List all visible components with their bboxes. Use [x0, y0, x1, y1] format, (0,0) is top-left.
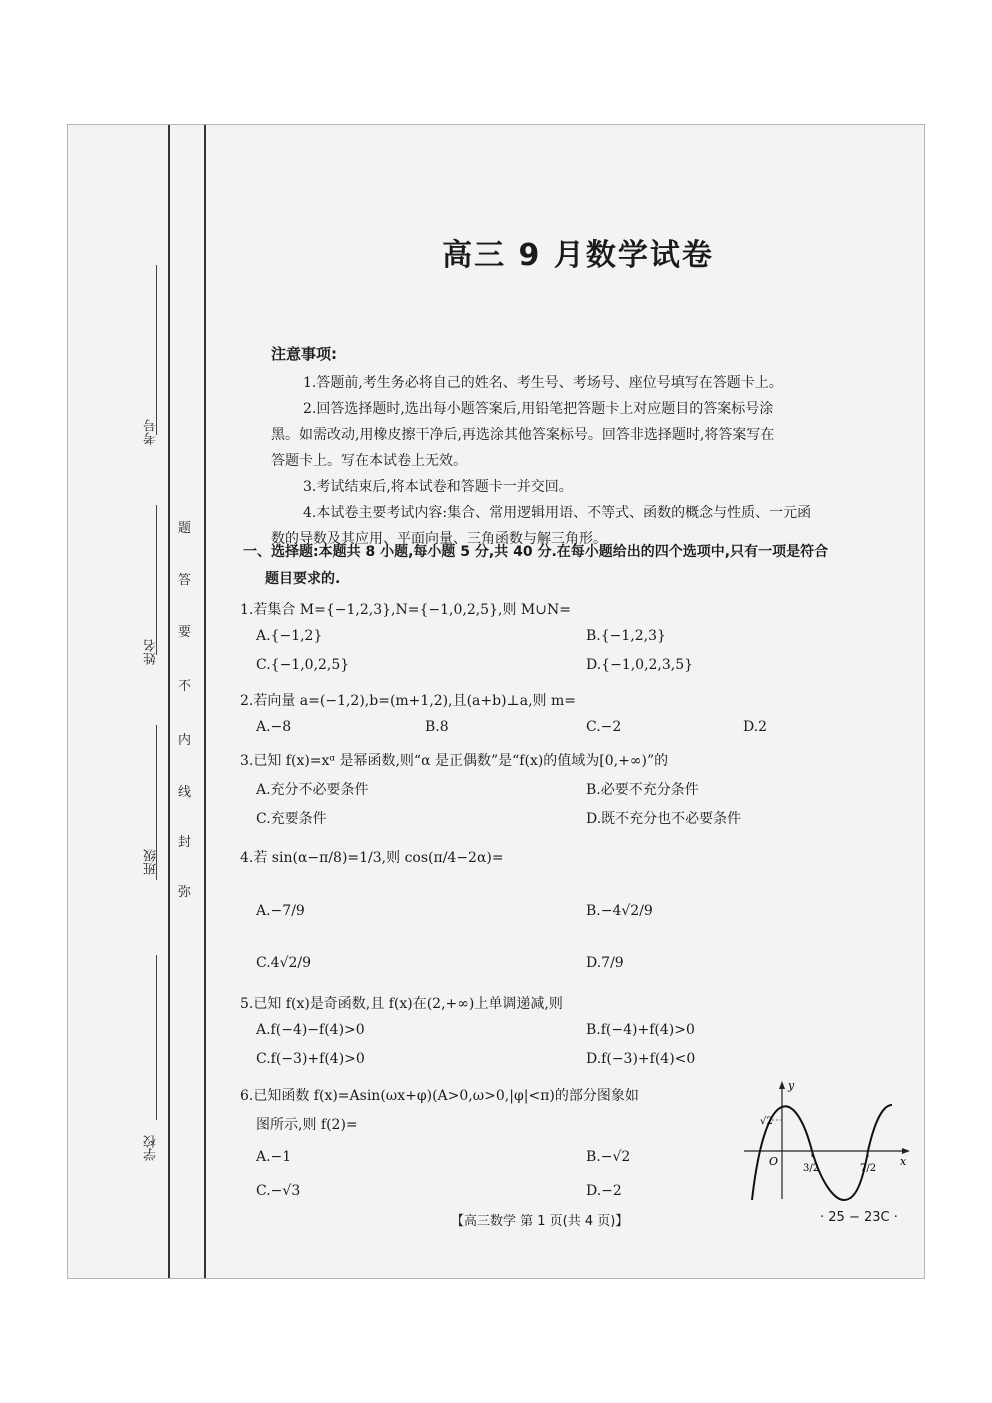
- seal-char: 封: [178, 835, 192, 850]
- option-c: C.−√3: [256, 1183, 301, 1199]
- seal-char: 弥: [178, 885, 192, 900]
- amp-label: √2: [760, 1116, 773, 1127]
- seal-char: 内: [178, 733, 192, 748]
- option-a: A.充分不必要条件: [256, 782, 369, 798]
- question-stem: 1.若集合 M={−1,2,3},N={−1,0,2,5},则 M∪N=: [240, 602, 571, 618]
- seal-char: 题: [178, 521, 192, 536]
- seal-char: 要: [178, 625, 192, 640]
- option-a: A.−7/9: [256, 903, 305, 919]
- notice-item: 3.考试结束后,将本试卷和答题卡一并交回。: [303, 479, 573, 495]
- option-c: C.{−1,0,2,5}: [256, 657, 350, 673]
- question-stem: 2.若向量 a=(−1,2),b=(m+1,2),且(a+b)⊥a,则 m=: [240, 693, 576, 709]
- question-stem: 4.若 sin(α−π/8)=1/3,则 cos(π/4−2α)=: [240, 850, 504, 866]
- option-d: D.7/9: [586, 955, 624, 971]
- binding-line-1: [168, 125, 170, 1278]
- binding-line-2: [204, 125, 206, 1278]
- option-b: B.−4√2/9: [586, 903, 653, 919]
- question-stem-line2: 图所示,则 f(2)=: [256, 1117, 358, 1133]
- notice-item: 1.答题前,考生务必将自己的姓名、考生号、考场号、座位号填写在答题卡上。: [303, 375, 783, 391]
- page-title: 高三 9 月数学试卷: [442, 238, 714, 273]
- option-c: C.−2: [586, 719, 622, 735]
- origin-label: O: [769, 1155, 779, 1168]
- option-c: C.4√2/9: [256, 955, 312, 971]
- tick1-label: 3/2: [803, 1163, 820, 1174]
- seal-char: 答: [178, 573, 192, 588]
- option-b: B.必要不充分条件: [586, 782, 699, 798]
- y-axis-arrow-icon: [779, 1081, 785, 1089]
- question-stem: 5.已知 f(x)是奇函数,且 f(x)在(2,+∞)上单调递减,则: [240, 996, 563, 1012]
- option-b: B.−√2: [586, 1149, 631, 1165]
- exam-sheet: [67, 124, 925, 1279]
- y-label: y: [788, 1079, 795, 1092]
- notice-heading: 注意事项:: [271, 345, 337, 363]
- tick2-label: 7/2: [860, 1163, 877, 1174]
- seal-char: 线: [178, 785, 192, 800]
- section-heading-line2: 题目要求的.: [265, 571, 341, 587]
- x-label: x: [900, 1155, 907, 1168]
- question-stem-line1: 6.已知函数 f(x)=Asin(ωx+φ)(A>0,ω>0,|φ|<π)的部分图象如: [240, 1088, 639, 1104]
- name-label: 姓名: [144, 639, 159, 665]
- sine-curve: [752, 1105, 892, 1200]
- notice-item: 答题卡上。写在本试卷上无效。: [271, 453, 467, 469]
- school-blank: [156, 955, 157, 1120]
- section-heading-line1: 一、选择题:本题共 8 小题,每小题 5 分,共 40 分.在每小题给出的四个选项中,只有一项是符合: [243, 544, 829, 560]
- option-a: A.f(−4)−f(4)>0: [256, 1022, 365, 1038]
- option-d: D.−2: [586, 1183, 622, 1199]
- footer-code: · 25 − 23C ·: [820, 1210, 898, 1225]
- option-a: A.−8: [256, 719, 292, 735]
- section-heading: [243, 539, 913, 593]
- school-label: 学校: [144, 1135, 159, 1161]
- sine-graph: [740, 1075, 915, 1205]
- notice-item: 黑。如需改动,用橡皮擦干净后,再选涂其他答案标号。回答非选择题时,将答案写在: [271, 427, 775, 443]
- exam-no-blank: [156, 265, 157, 435]
- name-blank: [156, 505, 157, 655]
- seal-char: 不: [178, 679, 192, 694]
- notice-item: 4.本试卷主要考试内容:集合、常用逻辑用语、不等式、函数的概念与性质、一元函: [303, 505, 812, 521]
- option-b: B.{−1,2,3}: [586, 628, 666, 644]
- x-axis-arrow-icon: [902, 1148, 910, 1154]
- notice-item: 2.回答选择题时,选出每小题答案后,用铅笔把答题卡上对应题目的答案标号涂: [303, 401, 774, 417]
- notice-item: 数的导数及其应用、平面向量、三角函数与解三角形。: [271, 531, 607, 547]
- footer-page-info: 【高三数学 第 1 页(共 4 页)】: [451, 1214, 629, 1229]
- option-d: D.{−1,0,2,3,5}: [586, 657, 694, 673]
- option-d: D.f(−3)+f(4)<0: [586, 1051, 696, 1067]
- question-stem: 3.已知 f(x)=xᵅ 是幂函数,则“α 是正偶数”是“f(x)的值域为[0,+∞)”的: [240, 753, 669, 769]
- option-d: D.2: [743, 719, 768, 735]
- class-label: 班级: [144, 849, 159, 875]
- option-b: B.8: [425, 719, 449, 735]
- option-d: D.既不充分也不必要条件: [586, 811, 742, 827]
- option-a: A.{−1,2}: [256, 628, 323, 644]
- option-b: B.f(−4)+f(4)>0: [586, 1022, 695, 1038]
- exam-no-label: 考号: [144, 419, 159, 445]
- option-c: C.充要条件: [256, 811, 327, 827]
- option-a: A.−1: [256, 1149, 292, 1165]
- option-c: C.f(−3)+f(4)>0: [256, 1051, 365, 1067]
